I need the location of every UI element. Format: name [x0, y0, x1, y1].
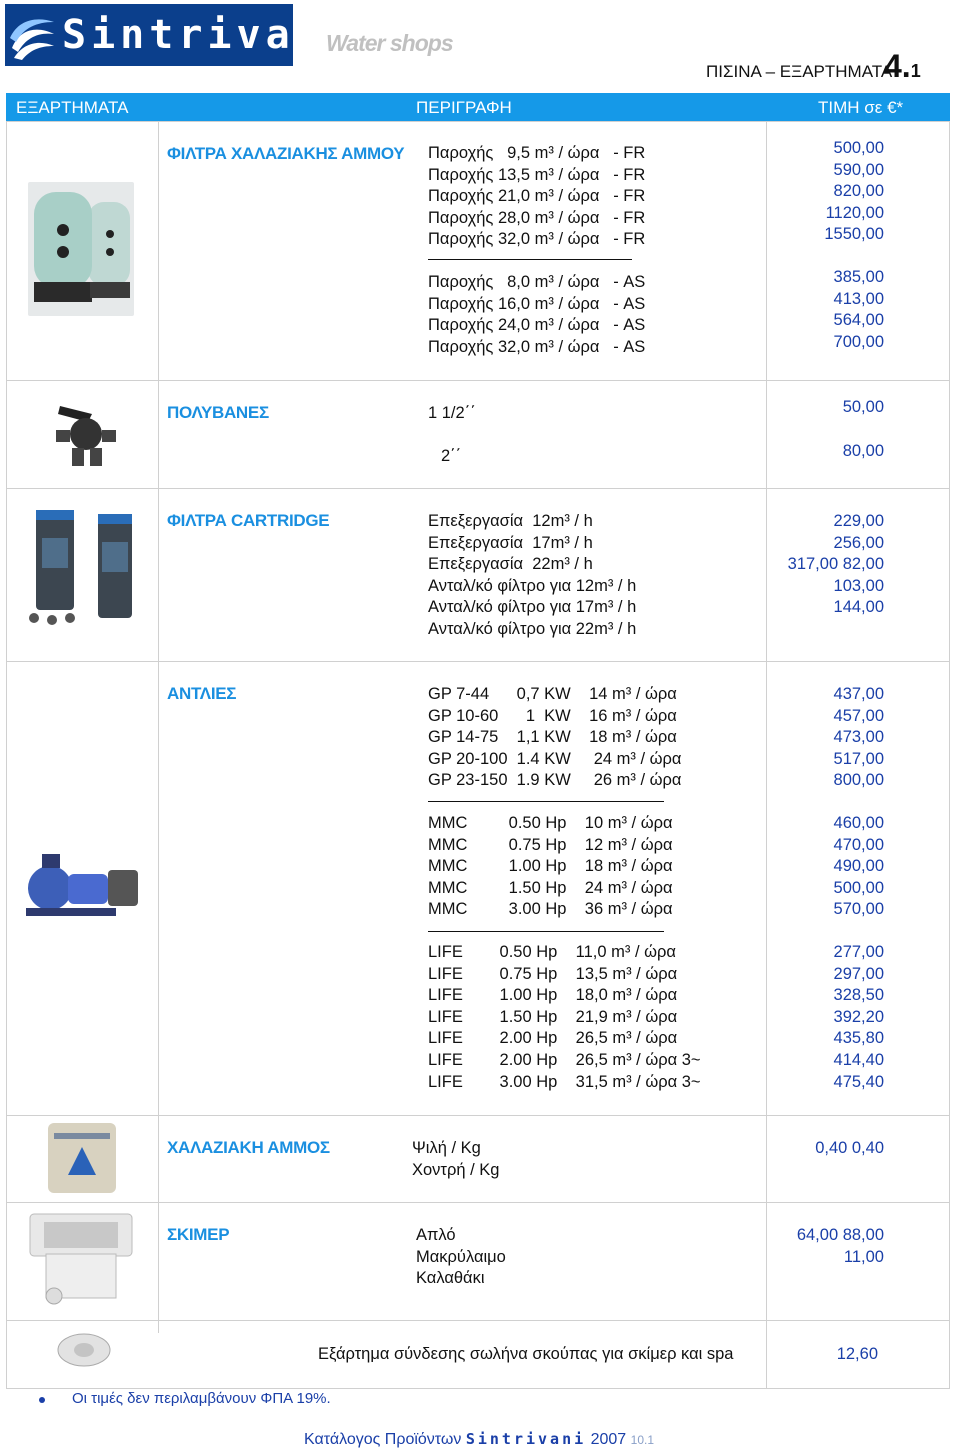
cartridge-list: Επεξεργασία 12m³ / h Επεξεργασία 17m³ / h Επεξεργασία 22m³ / h Ανταλ/κό φίλτρο για 12m³ / h Ανταλ/κό φίλτρο για 17m³ / h Ανταλ/κό φίλτρο για 22m³ / h [428, 512, 637, 638]
category-skimmer: ΣΚΙΜΕΡ [167, 1225, 230, 1244]
row-divider [6, 380, 950, 381]
quartz-sand-prices: 0,40 0,40 [815, 1139, 884, 1157]
pump-image [16, 852, 142, 922]
separator [428, 801, 664, 802]
skimmer-image [24, 1210, 138, 1310]
valve-size-2: 2΄΄ [441, 447, 462, 465]
footer-catalog: Κατάλογος Προϊόντων [304, 1431, 462, 1448]
tagline: Water shops [326, 30, 453, 56]
pump-gp-list: GP 7-44 0,7 KW 14 m³ / ώρα GP 10-60 1 KW 16 m³ / ώρα GP 14-75 1,1 KW 18 m³ / ώρα GP 20-100 1.4 KW 24 m³ / ώρα GP 23-150 1.9 KW 26 m³ / ώρα [428, 685, 682, 790]
row-divider [6, 1320, 950, 1321]
sand-filter-image [28, 182, 134, 316]
sand-bag-image [44, 1121, 120, 1195]
connector-price: 12,60 [836, 1345, 878, 1363]
category-valves: ΠΟΛΥΒΑΝΕΣ [167, 403, 269, 422]
category-pumps: ΑΝΤΛΙΕΣ [167, 684, 237, 703]
cartridge-filter-image [28, 508, 154, 626]
pump-mmc-prices: 460,00 470,00 490,00 500,00 570,00 [833, 814, 884, 919]
column-divider [158, 121, 159, 1333]
connector-description: Εξάρτημα σύνδεσης σωλήνα σκούπας για σκίμερ και spa [318, 1345, 734, 1363]
pump-gp-prices: 437,00 457,00 473,00 517,00 800,00 [833, 685, 884, 790]
valve-price-1: 50,00 [842, 398, 884, 416]
footer-page-number: 10.1 [630, 1433, 654, 1447]
column-header-bar [6, 93, 950, 121]
sand-filter-as-prices: 385,00 413,00 564,00 700,00 [833, 268, 884, 351]
category-quartz-sand: ΧΑΛΑΖΙΑΚΗ ΑΜΜΟΣ [167, 1138, 330, 1157]
pump-mmc-list: MMC 0.50 Hp 10 m³ / ώρα MMC 0.75 Hp 12 m³ / ώρα MMC 1.00 Hp 18 m³ / ώρα MMC 1.50 Hp 24 m³ / ώρα MMC 3.00 Hp 36 m³ / ώρα [428, 814, 673, 919]
pump-life-prices: 277,00 297,00 328,50 392,20 435,80 414,40 475,40 [833, 943, 884, 1091]
footer-year: 2007 [590, 1431, 627, 1448]
separator [428, 259, 632, 260]
skimmer-prices: 64,00 88,00 11,00 [796, 1226, 884, 1266]
section-title: ΠΙΣΙΝΑ – ΕΞΑΡΤΗΜΑΤΑ [706, 62, 893, 81]
row-divider [6, 1202, 950, 1203]
sand-filter-fr-list: Παροχής 9,5 m³ / ώρα - FR Παροχής 13,5 m³ / ώρα - FR Παροχής 21,0 m³ / ώρα - FR Παροχής 28,0 m³ / ώρα - FR Παροχής 32,0 m³ / ώρα - FR [428, 144, 646, 249]
column-price: ΤΙΜΗ σε €* [818, 98, 904, 117]
column-description: ΠΕΡΙΓΡΑΦΗ [416, 98, 512, 117]
separator [428, 931, 664, 932]
bullet-icon [38, 1396, 46, 1404]
footer-brand: Sintrivani [465, 1430, 587, 1448]
category-cartridge: ΦΙΛΤΡΑ CARTRIDGE [167, 511, 330, 530]
valve-size-1: 1 1/2΄΄ [428, 404, 476, 422]
row-divider [6, 661, 950, 662]
section-number: 4.1 [884, 48, 921, 84]
sand-filter-as-list: Παροχής 8,0 m³ / ώρα - AS Παροχής 16,0 m³ / ώρα - AS Παροχής 24,0 m³ / ώρα - AS Παροχής 32,0 m³ / ώρα - AS [428, 273, 646, 356]
logo-text: Sintrivani [62, 12, 353, 58]
row-divider [6, 1115, 950, 1116]
page-footer [304, 1430, 654, 1449]
sand-filter-fr-prices: 500,00 590,00 820,00 1120,00 1550,00 [824, 139, 884, 244]
cartridge-prices: 229,00 256,00 317,00 82,00 103,00 144,00 [787, 512, 884, 617]
wave-logo-icon [8, 8, 58, 62]
quartz-sand-list: Ψιλή / Kg Χοντρή / Kg [412, 1139, 500, 1179]
connector-image [50, 1328, 120, 1372]
column-items: ΕΞΑΡΤΗΜΑΤΑ [16, 98, 129, 117]
category-sand-filters: ΦΙΛΤΡΑ ΧΑΛΑΖΙΑΚΗΣ ΑΜΜΟΥ [167, 144, 405, 163]
row-divider [6, 488, 950, 489]
column-divider [766, 121, 767, 1389]
valve-price-2: 80,00 [842, 442, 884, 460]
skimmer-list: Απλό Μακρύλαιμο Καλαθάκι [416, 1226, 506, 1288]
pump-life-list: LIFE 0.50 Hp 11,0 m³ / ώρα LIFE 0.75 Hp 13,5 m³ / ώρα LIFE 1.00 Hp 18,0 m³ / ώρα LIFE 1.50 Hp 21,9 m³ / ώρα LIFE 2.00 Hp 26,5 m³ / ώρα LIFE 2.00 Hp 26,5 m³ / ώρα 3~ LIFE 3.00 Hp 31,5 m³ / ώρα 3~ [428, 943, 701, 1091]
vat-footnote: Οι τιμές δεν περιλαμβάνουν ΦΠΑ 19%. [72, 1390, 331, 1407]
multiport-valve-image [52, 398, 120, 472]
